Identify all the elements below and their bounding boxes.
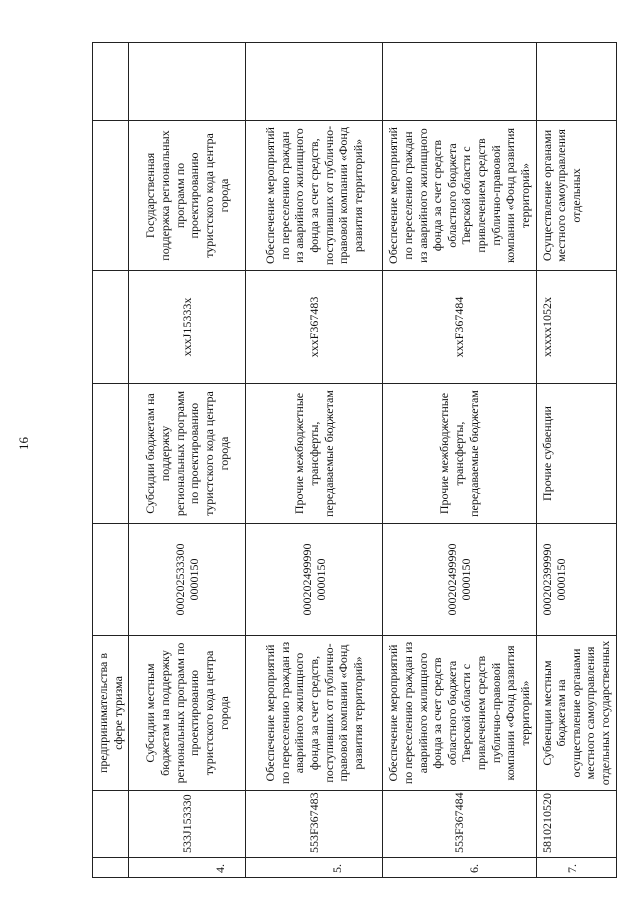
budget-code-line2: 0000150: [187, 558, 202, 601]
cell-program: предпринимательства в сфере туризма: [93, 636, 129, 791]
budget-code-line1: 000202399990: [539, 543, 554, 616]
row-target-code: xxxF367483: [246, 271, 383, 384]
row-code: 553F367484: [383, 791, 536, 858]
budget-code-line2: 0000150: [314, 558, 329, 601]
budget-code-line1: 000202499990: [444, 543, 459, 616]
table-row: [536, 43, 616, 878]
row-budget-code: [536, 524, 616, 636]
rotated-table-container: [92, 43, 612, 878]
row-code: 553F367483: [246, 791, 383, 858]
cell-num: [93, 858, 129, 878]
row-program: Обеспечение мероприятий по переселению граждан из аварийного жилищного фонда за счет средств областного бюджета Тверской области с привлечением средств публично-правовой компании «Фонд развития территорий»: [383, 636, 536, 791]
row-target-name: Осуществление органами местного самоуправления отдельных: [536, 121, 616, 271]
cell-budget-code: [93, 524, 129, 636]
budget-code-line2: 0000150: [554, 558, 569, 601]
row-revenue-name: Прочие межбюджетные трансферты, передаваемые бюджетам: [383, 384, 536, 524]
row-target-code: xxxJ15333x: [129, 271, 246, 384]
row-budget-code: [129, 524, 246, 636]
row-target-name: Обеспечение мероприятий по переселению граждан из аварийного жилищного фонда за счет средств областного бюджета Тверской области с привлечением средств публично-правовой компании «Фонд развития территорий»: [383, 121, 536, 271]
cell-blank: [93, 43, 129, 121]
row-target-name: Государственная поддержка региональных программ по проектированию туристского кода центра города: [129, 121, 246, 271]
row-blank: [536, 43, 616, 121]
table-row-continuation: [93, 43, 129, 878]
row-revenue-name: Субсидии бюджетам на поддержку региональных программ по проектированию туристского кода центра города: [129, 384, 246, 524]
budget-code-line1: 000202499990: [299, 543, 314, 616]
row-revenue-name: Прочие межбюджетные трансферты, передаваемые бюджетам: [246, 384, 383, 524]
row-revenue-name: Прочие субвенции: [536, 384, 616, 524]
row-target-code: xxxxx1052x: [536, 271, 616, 384]
row-program: Субвенции местным бюджетам на осуществление органами местного самоуправления отдельных государственных: [536, 636, 616, 791]
budget-code-line1: 000202533300: [172, 543, 187, 616]
table-row: [383, 43, 536, 878]
cell-target-code: [93, 271, 129, 384]
row-budget-code: [383, 524, 536, 636]
row-program: Обеспечение мероприятий по переселению граждан из аварийного жилищного фонда за счет средств, поступивших от публично-правовой компании «Фонд развития территорий»: [246, 636, 383, 791]
row-code: 533J153330: [129, 791, 246, 858]
row-blank: [383, 43, 536, 121]
cell-code: [93, 791, 129, 858]
row-number: 4.: [129, 858, 246, 878]
row-blank: [246, 43, 383, 121]
budget-code-line2: 0000150: [459, 558, 474, 601]
cell-revenue-name: [93, 384, 129, 524]
row-number: 7.: [536, 858, 616, 878]
row-target-name: Обеспечение мероприятий по переселению граждан из аварийного жилищного фонда за счет средств, поступивших от публично-правовой компании «Фонд развития территорий»: [246, 121, 383, 271]
row-target-code: xxxF367484: [383, 271, 536, 384]
row-number: 6.: [383, 858, 536, 878]
row-budget-code: [246, 524, 383, 636]
row-program: Субсидии местным бюджетам на поддержку региональных программ по проектированию туристского кода центра города: [129, 636, 246, 791]
table-row: [129, 43, 246, 878]
row-code: 5810210520: [536, 791, 616, 858]
cell-target-name: [93, 121, 129, 271]
row-number: 5.: [246, 858, 383, 878]
page-number: 16: [16, 437, 31, 450]
table-row: [246, 43, 383, 878]
row-blank: [129, 43, 246, 121]
budget-codes-table: [92, 42, 617, 878]
